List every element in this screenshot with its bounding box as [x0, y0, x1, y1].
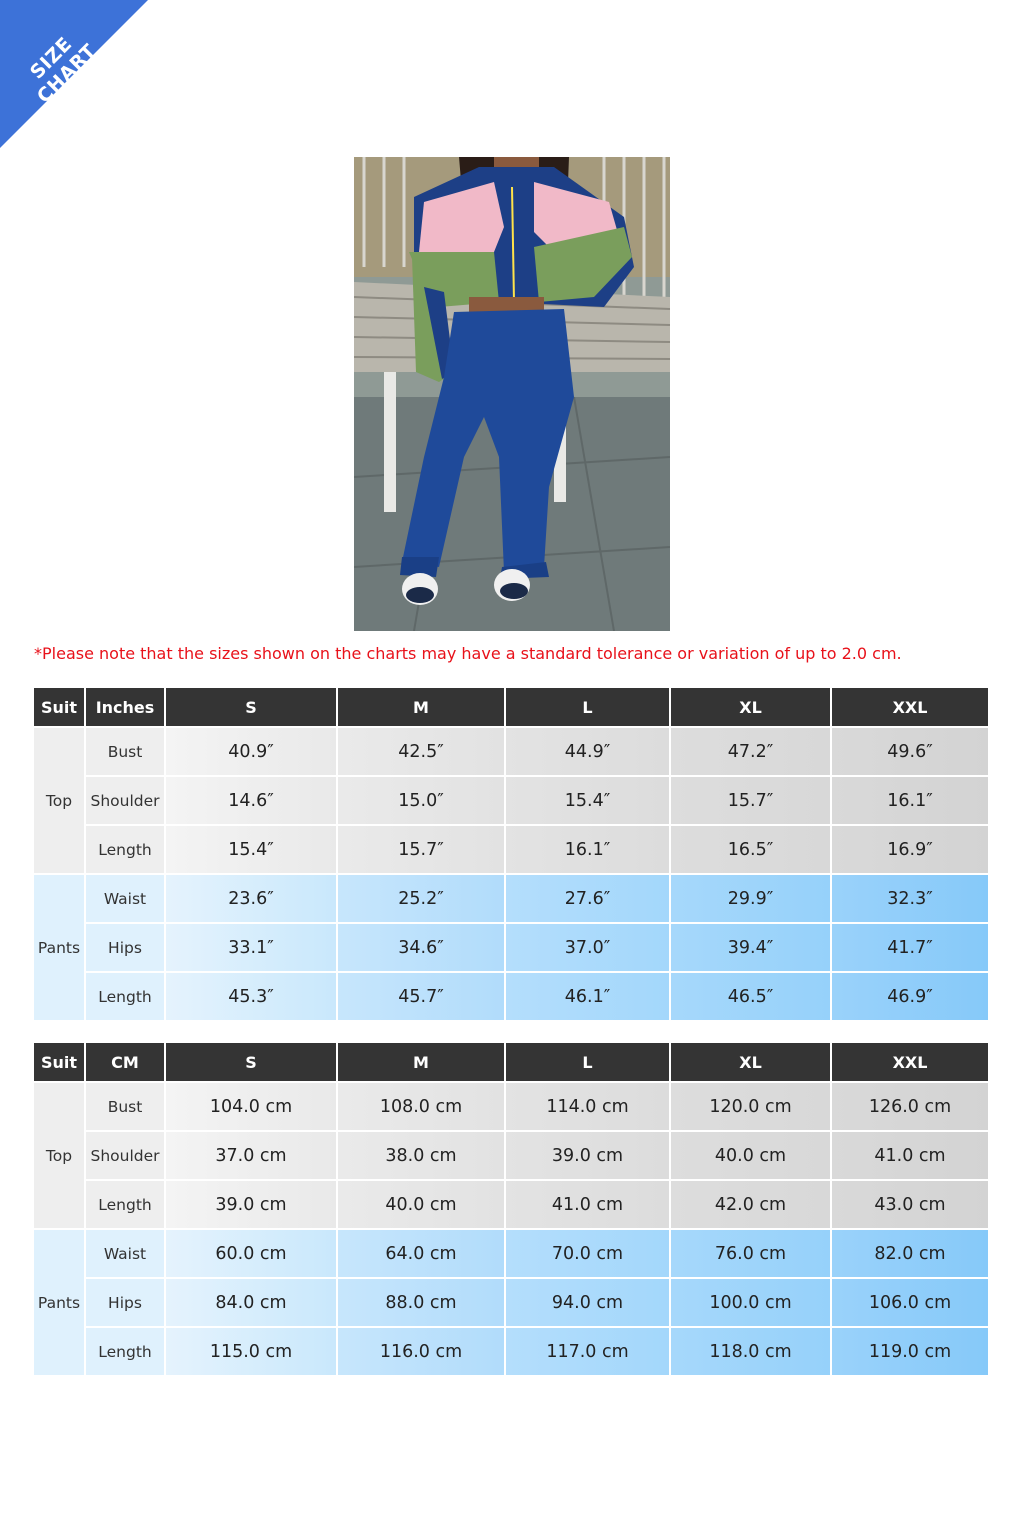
table-cell: 23.6″: [166, 875, 336, 922]
table-cell: 39.0 cm: [506, 1132, 669, 1179]
header-unit: Inches: [86, 688, 164, 726]
measure-label: Shoulder: [86, 1132, 164, 1179]
table-cell: 14.6″: [166, 777, 336, 824]
measure-label: Waist: [86, 1230, 164, 1277]
product-photo-illustration: [354, 157, 670, 631]
table-row: [34, 1181, 988, 1228]
table-cell: 116.0 cm: [338, 1328, 504, 1375]
table-cell: 40.0 cm: [338, 1181, 504, 1228]
table-cell: 94.0 cm: [506, 1279, 669, 1326]
table-cell: 115.0 cm: [166, 1328, 336, 1375]
size-table-cm: [32, 1041, 990, 1377]
table-cell: 46.9″: [832, 973, 988, 1020]
table-cell: 15.4″: [166, 826, 336, 873]
table-cell: 120.0 cm: [671, 1083, 830, 1130]
table-cell: 16.1″: [832, 777, 988, 824]
header-unit: CM: [86, 1043, 164, 1081]
header-size-s: S: [166, 1043, 336, 1081]
table-cell: 15.4″: [506, 777, 669, 824]
table-cell: 76.0 cm: [671, 1230, 830, 1277]
table-cell: 15.7″: [671, 777, 830, 824]
measure-label: Length: [86, 1181, 164, 1228]
table-cell: 49.6″: [832, 728, 988, 775]
table-cell: 39.0 cm: [166, 1181, 336, 1228]
product-photo: [354, 157, 670, 631]
table-row: [34, 777, 988, 824]
table-header-row: [34, 688, 988, 726]
group-label-pants: Pants: [34, 875, 84, 1020]
measure-label: Hips: [86, 1279, 164, 1326]
table-cell: 41.0 cm: [506, 1181, 669, 1228]
group-label-top: Top: [34, 1083, 84, 1228]
measure-label: Length: [86, 826, 164, 873]
table-cell: 126.0 cm: [832, 1083, 988, 1130]
table-cell: 64.0 cm: [338, 1230, 504, 1277]
header-suit: Suit: [34, 1043, 84, 1081]
table-cell: 45.3″: [166, 973, 336, 1020]
table-cell: 100.0 cm: [671, 1279, 830, 1326]
measure-label: Bust: [86, 728, 164, 775]
size-chart-badge: [0, 0, 150, 150]
measure-label: Bust: [86, 1083, 164, 1130]
measure-label: Shoulder: [86, 777, 164, 824]
table-row: [34, 1328, 988, 1375]
table-cell: 32.3″: [832, 875, 988, 922]
header-size-m: M: [338, 688, 504, 726]
table-row: [34, 1132, 988, 1179]
header-size-s: S: [166, 688, 336, 726]
table-cell: 88.0 cm: [338, 1279, 504, 1326]
header-size-l: L: [506, 688, 669, 726]
table-row: [34, 728, 988, 775]
header-size-l: L: [506, 1043, 669, 1081]
header-size-xl: XL: [671, 1043, 830, 1081]
table-row: [34, 973, 988, 1020]
table-cell: 106.0 cm: [832, 1279, 988, 1326]
table-cell: 44.9″: [506, 728, 669, 775]
table-cell: 29.9″: [671, 875, 830, 922]
table-row: [34, 1230, 988, 1277]
table-cell: 15.7″: [338, 826, 504, 873]
header-size-m: M: [338, 1043, 504, 1081]
table-cell: 42.0 cm: [671, 1181, 830, 1228]
size-table-inches: [32, 686, 990, 1022]
group-label-pants: Pants: [34, 1230, 84, 1375]
table-cell: 43.0 cm: [832, 1181, 988, 1228]
table-cell: 38.0 cm: [338, 1132, 504, 1179]
measure-label: Length: [86, 973, 164, 1020]
table-cell: 34.6″: [338, 924, 504, 971]
size-tolerance-note: *Please note that the sizes shown on the charts may have a standard tolerance or variation of up to 2.0 cm.: [34, 644, 902, 663]
badge-label: SIZE CHART: [25, 32, 101, 108]
table-cell: 42.5″: [338, 728, 504, 775]
table-cell: 84.0 cm: [166, 1279, 336, 1326]
table-cell: 37.0 cm: [166, 1132, 336, 1179]
table-cell: 47.2″: [671, 728, 830, 775]
table-row: [34, 1279, 988, 1326]
table-cell: 40.0 cm: [671, 1132, 830, 1179]
table-cell: 46.5″: [671, 973, 830, 1020]
table-cell: 37.0″: [506, 924, 669, 971]
table-cell: 45.7″: [338, 973, 504, 1020]
table-row: [34, 1083, 988, 1130]
table-row: [34, 826, 988, 873]
table-cell: 114.0 cm: [506, 1083, 669, 1130]
header-size-xxl: XXL: [832, 1043, 988, 1081]
table-row: [34, 924, 988, 971]
table-cell: 104.0 cm: [166, 1083, 336, 1130]
table-cell: 70.0 cm: [506, 1230, 669, 1277]
table-header-row: [34, 1043, 988, 1081]
table-cell: 41.0 cm: [832, 1132, 988, 1179]
table-cell: 108.0 cm: [338, 1083, 504, 1130]
measure-label: Waist: [86, 875, 164, 922]
table-cell: 60.0 cm: [166, 1230, 336, 1277]
table-cell: 16.5″: [671, 826, 830, 873]
table-cell: 40.9″: [166, 728, 336, 775]
header-suit: Suit: [34, 688, 84, 726]
table-cell: 118.0 cm: [671, 1328, 830, 1375]
measure-label: Hips: [86, 924, 164, 971]
table-cell: 16.9″: [832, 826, 988, 873]
table-cell: 25.2″: [338, 875, 504, 922]
table-row: [34, 875, 988, 922]
table-cell: 82.0 cm: [832, 1230, 988, 1277]
table-cell: 33.1″: [166, 924, 336, 971]
table-cell: 27.6″: [506, 875, 669, 922]
header-size-xl: XL: [671, 688, 830, 726]
table-cell: 46.1″: [506, 973, 669, 1020]
table-cell: 119.0 cm: [832, 1328, 988, 1375]
table-cell: 39.4″: [671, 924, 830, 971]
table-cell: 41.7″: [832, 924, 988, 971]
group-label-top: Top: [34, 728, 84, 873]
table-cell: 16.1″: [506, 826, 669, 873]
table-cell: 117.0 cm: [506, 1328, 669, 1375]
table-cell: 15.0″: [338, 777, 504, 824]
header-size-xxl: XXL: [832, 688, 988, 726]
measure-label: Length: [86, 1328, 164, 1375]
